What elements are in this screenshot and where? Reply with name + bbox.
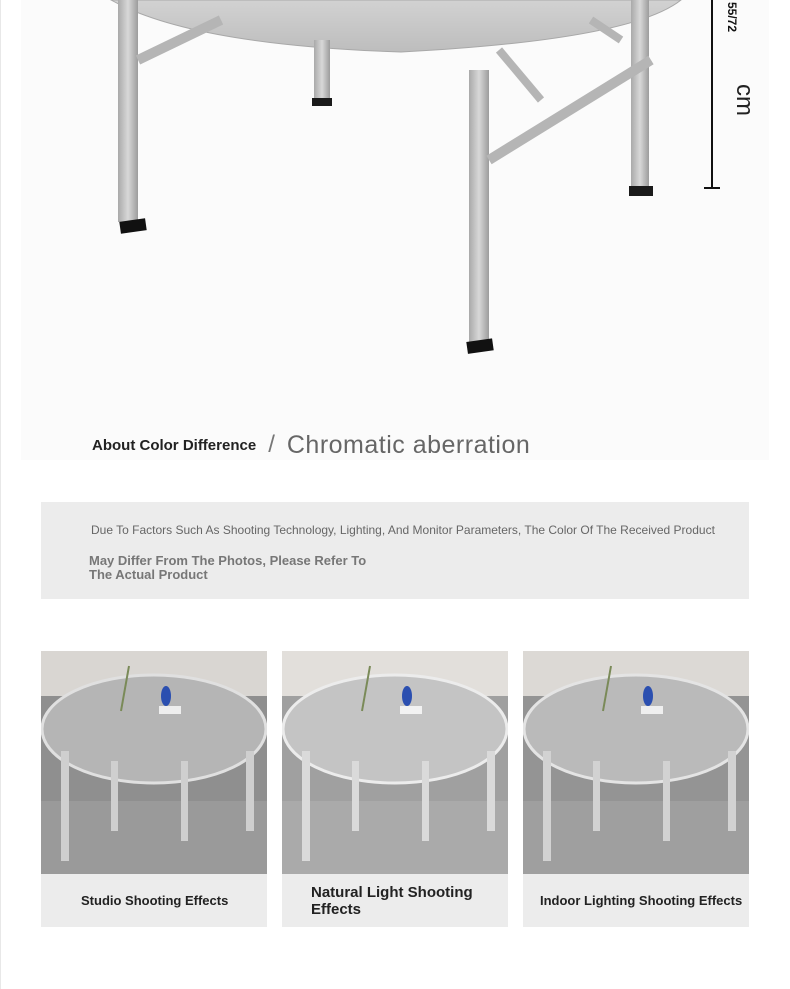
natural-light-shooting-card	[282, 651, 508, 927]
color-difference-notice	[41, 502, 749, 599]
indoor-lighting-shooting-image	[523, 651, 749, 874]
height-dimension-value: 55/72	[725, 2, 739, 33]
page-left-border	[0, 0, 1, 989]
studio-shooting-card	[41, 651, 267, 927]
notice-text-line-1: Due To Factors Such As Shooting Technology, Lighting, And Monitor Parameters, The Color Of The Received Product	[91, 523, 715, 537]
heading-separator: /	[268, 431, 275, 458]
indoor-lighting-shooting-card	[523, 651, 749, 927]
studio-shooting-image	[41, 651, 267, 874]
chromatic-aberration-title: Chromatic aberration	[286, 430, 531, 459]
studio-shooting-caption: Studio Shooting Effects	[81, 893, 229, 908]
color-difference-heading	[92, 430, 530, 460]
natural-light-shooting-caption: Natural Light Shooting Effects	[311, 883, 473, 918]
notice-text-line-2: May Differ From The Photos, Please Refer To The Actual Product	[89, 553, 367, 582]
height-dimension-unit: cm	[731, 84, 758, 116]
indoor-lighting-shooting-caption: Indoor Lighting Shooting Effects	[540, 893, 743, 908]
product-hero-image	[21, 0, 769, 460]
natural-light-shooting-image	[282, 651, 508, 874]
folding-table-illustration	[21, 0, 769, 460]
about-color-difference-label: About Color Difference	[92, 436, 257, 454]
